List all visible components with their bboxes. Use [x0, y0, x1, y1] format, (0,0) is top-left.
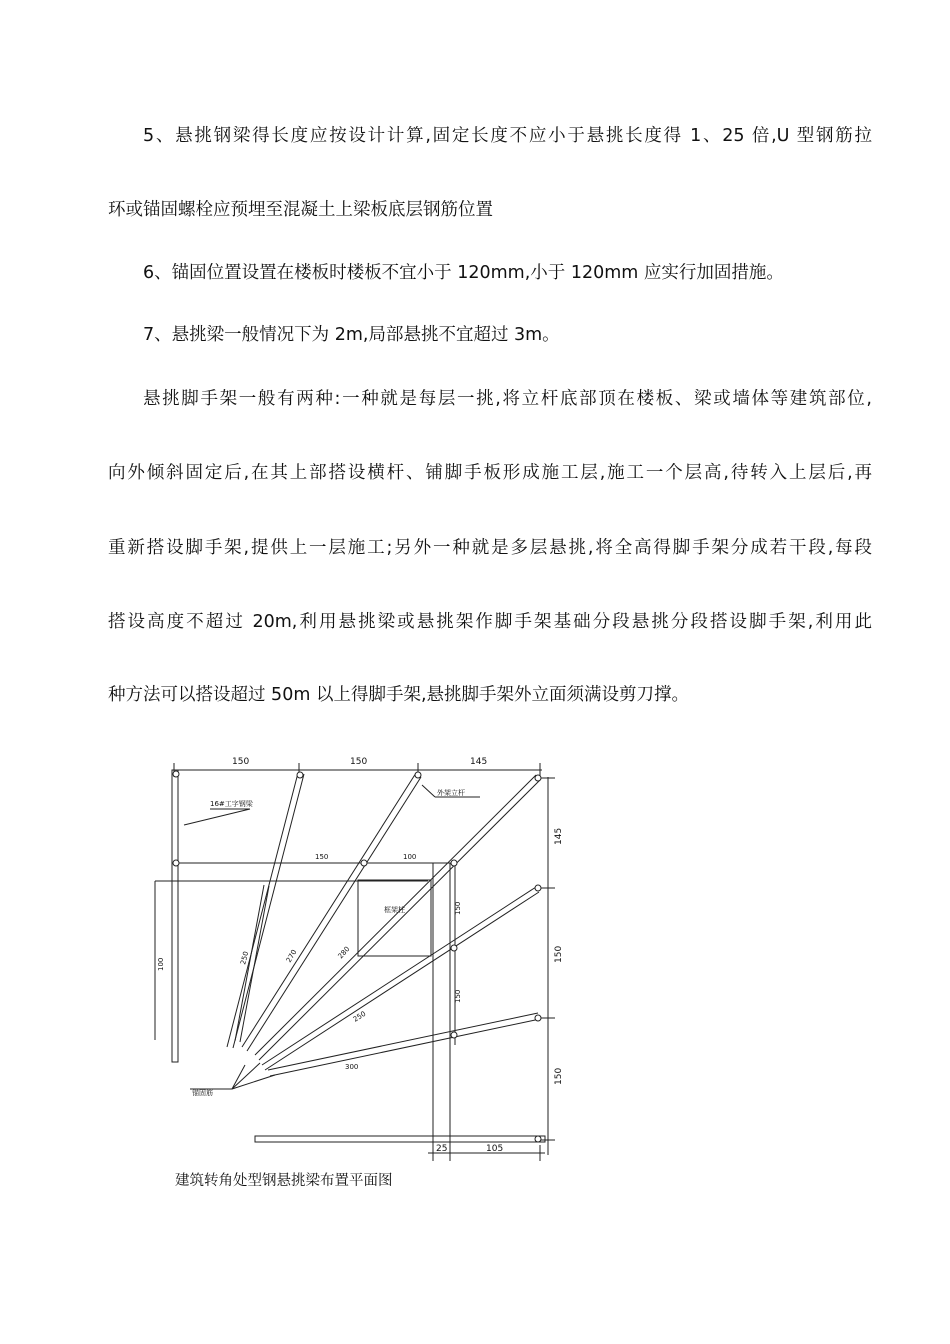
label-outer-pole: 外架立杆 — [437, 789, 465, 797]
paragraph-line-5a: 5、悬挑钢梁得长度应按设计计算,固定长度不应小于悬挑长度得 1、25 倍,U 型钢筋拉 — [143, 126, 872, 146]
dim-top-2: 150 — [350, 757, 368, 767]
label-frame-column: 框架柱 — [384, 906, 405, 914]
dim-inner-1: 150 — [315, 853, 329, 861]
dim-right-1: 145 — [554, 827, 564, 845]
beam-length-2: 270 — [284, 948, 299, 964]
cantilever-beam-layout-figure — [150, 745, 570, 1195]
beam-length-3: 280 — [336, 945, 352, 961]
dim-right-2: 150 — [554, 945, 564, 963]
paragraph-line-8a: 悬挑脚手架一般有两种:一种就是每层一挑,将立杆底部顶在楼板、梁或墙体等建筑部位, — [143, 389, 872, 409]
beam-length-4: 250 — [351, 1009, 368, 1024]
dim-top-1: 150 — [232, 757, 250, 767]
label-i-beam: 16#工字钢梁 — [210, 800, 253, 808]
dim-bottom-2: 105 — [486, 1144, 504, 1154]
dim-top-3: 145 — [470, 757, 488, 767]
paragraph-line-5b: 环或锚固螺栓应预埋至混凝土上梁板底层钢筋位置 — [108, 200, 493, 220]
diagonal-beams — [227, 773, 540, 1076]
frame-column — [358, 880, 431, 956]
bottom-horizontal-i-beam — [255, 1136, 545, 1142]
beam-length-1: 250 — [239, 950, 251, 966]
paragraph-line-6: 6、锚固位置设置在楼板时楼板不宜小于 120mm,小于 120mm 应实行加固措施。 — [143, 263, 784, 283]
label-anchor-bar: 锚固筋 — [192, 1089, 213, 1097]
dim-right-3: 150 — [554, 1067, 564, 1085]
paragraph-line-8d: 搭设高度不超过 20m,利用悬挑梁或悬挑架作脚手架基础分段悬挑分段搭设脚手架,利用此 — [108, 612, 872, 632]
dim-inner-3: 150 — [454, 901, 462, 915]
dim-inner-5: 100 — [157, 957, 165, 971]
joint-markers — [173, 771, 541, 1142]
paragraph-line-7: 7、悬挑梁一般情况下为 2m,局部悬挑不宜超过 3m。 — [143, 325, 560, 345]
figure-caption: 建筑转角处型钢悬挑梁布置平面图 — [175, 1173, 393, 1189]
dim-inner-2: 100 — [403, 853, 417, 861]
paragraph-line-8c: 重新搭设脚手架,提供上一层施工;另外一种就是多层悬挑,将全高得脚手架分成若干段,每段 — [108, 538, 872, 558]
paragraph-line-8b: 向外倾斜固定后,在其上部搭设横杆、铺脚手板形成施工层,施工一个层高,待转入上层后,再 — [108, 463, 872, 483]
dim-inner-6: 300 — [345, 1063, 359, 1071]
left-vertical-i-beam — [172, 770, 178, 1062]
figure-drawing — [150, 745, 570, 1195]
dim-bottom-1: 25 — [436, 1144, 448, 1154]
paragraph-line-8e: 种方法可以搭设超过 50m 以上得脚手架,悬挑脚手架外立面须满设剪刀撑。 — [108, 685, 690, 705]
dim-inner-4: 150 — [454, 989, 462, 1003]
